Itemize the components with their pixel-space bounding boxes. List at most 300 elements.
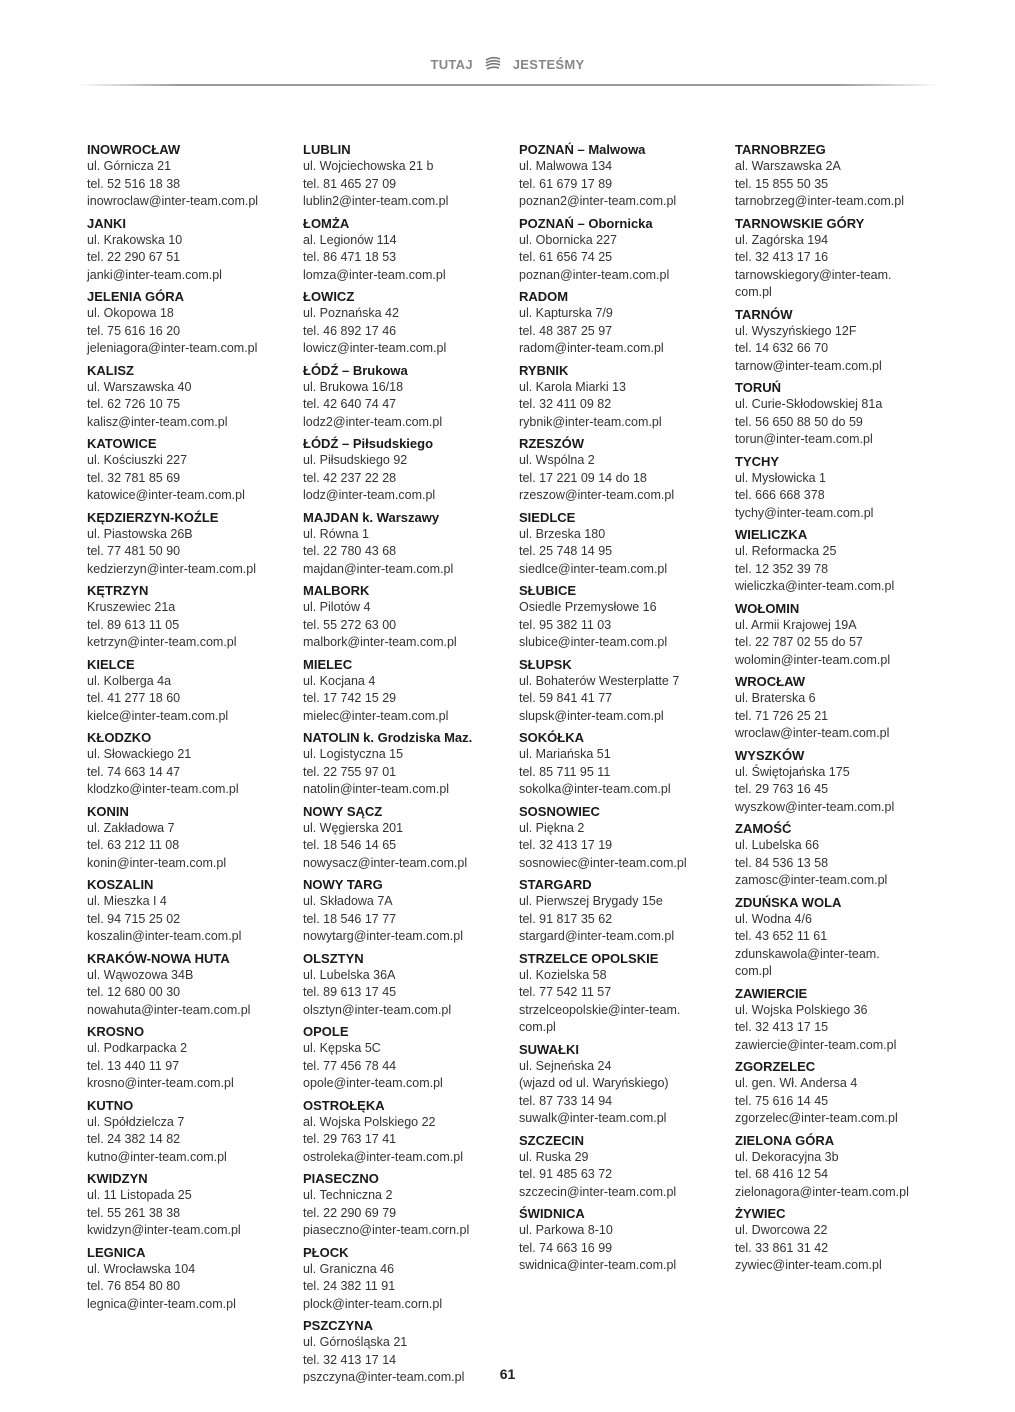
branch-address: ul. Mariańska 51 <box>519 747 611 761</box>
branch-email: nowahuta@inter-team.com.pl <box>87 1002 251 1017</box>
column-3 <box>519 141 729 1279</box>
branch-phone: tel. 22 290 69 79 <box>303 1205 397 1220</box>
branch-phone: tel. 91 485 63 72 <box>519 1167 613 1181</box>
branch-city: ŚWIDNICA <box>519 1206 585 1221</box>
branch-city: KONIN <box>87 803 129 819</box>
branch-phone: tel. 61 679 17 89 <box>519 176 613 191</box>
branch-city: POZNAŃ – Malwowa <box>519 142 646 157</box>
branch-address: ul. Wojska Polskiego 36 <box>735 1002 868 1017</box>
branch-email: janki@inter-team.com.pl <box>87 267 222 282</box>
branch-email: slupsk@inter-team.com.pl <box>519 708 664 723</box>
branch-email: ketrzyn@inter-team.com.pl <box>87 635 237 649</box>
branch-email: mielec@inter-team.com.pl <box>303 708 449 723</box>
branch-entry <box>735 1132 945 1202</box>
branch-email: com.pl <box>735 285 772 299</box>
branch-city: RYBNIK <box>519 362 569 378</box>
branch-address: Kruszewiec 21a <box>87 600 176 614</box>
branch-phone: tel. 85 711 95 11 <box>519 764 611 779</box>
branch-phone: tel. 74 663 14 47 <box>87 764 181 779</box>
branch-entry <box>519 582 729 652</box>
column-1 <box>87 141 297 1317</box>
branch-city: ZAWIERCIE <box>735 985 808 1001</box>
branch-email: szczecin@inter-team.com.pl <box>519 1184 677 1199</box>
branch-entry <box>87 215 297 285</box>
branch-address: ul. Sejneńska 24 <box>519 1058 612 1073</box>
branch-city: WIELICZKA <box>735 527 808 542</box>
branch-entry <box>303 876 513 946</box>
branch-address: ul. Pierwszej Brygady 15e <box>519 894 663 908</box>
branch-email: com.pl <box>519 1020 556 1034</box>
branch-entry <box>735 379 945 449</box>
branch-city: ŁÓDŹ – Brukowa <box>303 362 408 378</box>
branch-phone: tel. 12 680 00 30 <box>87 985 181 999</box>
column-2 <box>303 141 513 1391</box>
branch-city: KWIDZYN <box>87 1171 148 1186</box>
branch-city: KŁODZKO <box>87 730 152 745</box>
branch-city: KUTNO <box>87 1097 134 1113</box>
branch-address: ul. Mieszka I 4 <box>87 894 167 908</box>
branch-email: inowroclaw@inter-team.com.pl <box>87 194 259 208</box>
branch-address: ul. Pilotów 4 <box>303 600 371 614</box>
branch-email: lublin2@inter-team.com.pl <box>303 194 449 208</box>
branch-email: zdunskawola@inter-team. <box>735 946 880 961</box>
branch-email: plock@inter-team.corn.pl <box>303 1296 443 1311</box>
branch-address: ul. Kępska 5C <box>303 1041 381 1055</box>
branch-phone: tel. 55 261 38 38 <box>87 1205 181 1220</box>
branch-email: torun@inter-team.com.pl <box>735 432 873 446</box>
branch-entry <box>303 582 513 652</box>
branch-address: ul. Krakowska 10 <box>87 232 183 247</box>
branch-entry <box>303 1170 513 1240</box>
branch-email: kielce@inter-team.com.pl <box>87 708 229 723</box>
branch-phone: tel. 15 855 50 35 <box>735 176 829 191</box>
branch-city: SOKÓŁKA <box>519 730 584 745</box>
branch-entry <box>735 215 945 302</box>
branch-address: ul. Wąwozowa 34B <box>87 967 194 982</box>
branch-entry <box>519 1205 729 1275</box>
branch-phone: tel. 17 221 09 14 do 18 <box>519 470 647 485</box>
branch-entry <box>87 729 297 799</box>
branch-city: SZCZECIN <box>519 1132 584 1148</box>
branch-phone: tel. 68 416 12 54 <box>735 1167 829 1181</box>
branch-entry <box>519 1041 729 1128</box>
branch-entry <box>303 215 513 285</box>
branch-address: ul. Wyszyńskiego 12F <box>735 323 857 338</box>
branch-city: WOŁOMIN <box>735 600 800 616</box>
branch-city: RZESZÓW <box>519 436 584 451</box>
branch-entry <box>87 509 297 579</box>
branch-phone: tel. 25 748 14 95 <box>519 544 613 558</box>
branch-address: ul. Świętojańska 175 <box>735 764 850 779</box>
branch-address: ul. Poznańska 42 <box>303 306 399 320</box>
branch-email: kalisz@inter-team.com.pl <box>87 414 228 429</box>
branch-email: opole@inter-team.com.pl <box>303 1076 443 1090</box>
branch-entry <box>735 1058 945 1128</box>
branch-entry <box>87 1023 297 1093</box>
branch-email: sokolka@inter-team.com.pl <box>519 782 671 796</box>
branch-address: ul. Wodna 4/6 <box>735 911 812 926</box>
branch-city: ŁOWICZ <box>303 289 355 304</box>
branch-city: KATOWICE <box>87 436 157 451</box>
branch-entry <box>735 985 945 1055</box>
branch-city: INOWROCŁAW <box>87 142 181 157</box>
branch-phone: tel. 32 413 17 14 <box>303 1352 397 1367</box>
branch-email: siedlce@inter-team.com.pl <box>519 561 668 576</box>
branch-city: LEGNICA <box>87 1244 146 1260</box>
branch-entry <box>303 803 513 873</box>
branch-entry <box>87 362 297 432</box>
branch-city: TARNOWSKIE GÓRY <box>735 215 865 231</box>
branch-entry <box>519 803 729 873</box>
branch-entry <box>735 894 945 981</box>
branch-phone: tel. 46 892 17 46 <box>303 323 397 338</box>
branch-city: JANKI <box>87 215 127 231</box>
branch-address: ul. Wspólna 2 <box>519 453 595 467</box>
branch-address: ul. Armii Krajowej 19A <box>735 617 857 632</box>
branch-phone: tel. 89 613 11 05 <box>87 617 180 632</box>
branch-address: ul. Kocjana 4 <box>303 673 376 688</box>
branch-city: TARNÓW <box>735 306 793 322</box>
branch-email: klodzko@inter-team.com.pl <box>87 782 239 796</box>
branch-city: ZIELONA GÓRA <box>735 1132 835 1148</box>
branch-city: ZAMOŚĆ <box>735 821 792 836</box>
branch-email: radom@inter-team.com.pl <box>519 341 664 355</box>
branch-phone: tel. 87 733 14 94 <box>519 1093 613 1108</box>
branch-phone: tel. 18 546 17 77 <box>303 911 397 926</box>
branch-email: legnica@inter-team.com.pl <box>87 1296 236 1311</box>
branch-address: ul. Słowackiego 21 <box>87 747 192 761</box>
branch-city: NOWY SĄCZ <box>303 803 383 819</box>
branch-address: ul. Zagórska 194 <box>735 232 829 247</box>
branch-address: ul. Obornicka 227 <box>519 232 617 247</box>
branch-phone: tel. 13 440 11 97 <box>87 1058 180 1073</box>
branch-city: MALBORK <box>303 583 370 598</box>
branch-email: jeleniagora@inter-team.com.pl <box>87 341 258 355</box>
branch-address: ul. Kozielska 58 <box>519 967 607 982</box>
branch-email: lomza@inter-team.com.pl <box>303 267 446 282</box>
branch-email: swidnica@inter-team.com.pl <box>519 1258 677 1272</box>
branch-address: ul. Węgierska 201 <box>303 820 404 835</box>
branch-phone: tel. 33 861 31 42 <box>735 1240 829 1255</box>
branch-address: ul. Parkowa 8-10 <box>519 1223 613 1237</box>
branch-address: ul. Dworcowa 22 <box>735 1223 828 1237</box>
branch-entry <box>87 435 297 505</box>
branch-city: MAJDAN k. Warszawy <box>303 509 440 525</box>
branch-phone: tel. 22 755 97 01 <box>303 764 397 779</box>
branch-phone: tel. 77 542 11 57 <box>519 985 612 999</box>
branch-phone: tel. 89 613 17 45 <box>303 985 397 999</box>
branch-city: WROCŁAW <box>735 674 806 689</box>
branch-city: NOWY TARG <box>303 877 383 892</box>
branch-email: suwalk@inter-team.com.pl <box>519 1111 667 1125</box>
branch-email: kwidzyn@inter-team.com.pl <box>87 1223 241 1237</box>
branch-city: KROSNO <box>87 1024 145 1039</box>
branch-address: ul. Piękna 2 <box>519 820 585 835</box>
branch-email: strzelceopolskie@inter-team. <box>519 1002 681 1017</box>
branch-entry <box>303 288 513 358</box>
branch-phone: tel. 52 516 18 38 <box>87 176 181 191</box>
branch-city: SUWAŁKI <box>519 1041 579 1057</box>
branch-phone: tel. 42 640 74 47 <box>303 397 397 411</box>
branch-city: KOSZALIN <box>87 877 154 892</box>
branch-email: malbork@inter-team.com.pl <box>303 635 457 649</box>
branch-city: OLSZTYN <box>303 950 364 966</box>
branch-email: wyszkow@inter-team.com.pl <box>735 799 895 814</box>
branch-city: JELENIA GÓRA <box>87 289 185 304</box>
branch-address: al. Legionów 114 <box>303 232 397 247</box>
branch-entry <box>519 435 729 505</box>
branch-email: ostroleka@inter-team.com.pl <box>303 1149 463 1164</box>
branch-address: ul. Wojciechowska 21 b <box>303 159 434 173</box>
page-number: 61 <box>499 1366 516 1382</box>
branch-email: zielonagora@inter-team.com.pl <box>735 1184 909 1199</box>
branch-city: KALISZ <box>87 362 134 378</box>
branch-entry <box>87 950 297 1020</box>
branch-entry <box>87 1170 297 1240</box>
branch-city: OSTROŁĘKA <box>303 1097 385 1113</box>
branch-phone: tel. 32 411 09 82 <box>519 397 612 411</box>
branch-city: TYCHY <box>735 453 780 469</box>
branch-entry <box>519 509 729 579</box>
branch-phone: tel. 29 763 17 41 <box>303 1132 397 1146</box>
branch-phone: tel. 62 726 10 75 <box>87 397 181 411</box>
branch-phone: tel. 63 212 11 08 <box>87 838 180 852</box>
branch-address: ul. Podkarpacka 2 <box>87 1041 188 1055</box>
branch-address: ul. Graniczna 46 <box>303 1261 395 1276</box>
branch-entry <box>303 141 513 211</box>
branch-entry <box>519 729 729 799</box>
branch-entry <box>87 803 297 873</box>
branch-city: STARGARD <box>519 877 592 892</box>
branch-address: ul. Spółdzielcza 7 <box>87 1114 185 1129</box>
branch-phone: tel. 74 663 16 99 <box>519 1240 613 1255</box>
branch-phone: tel. 41 277 18 60 <box>87 691 181 705</box>
branch-phone: tel. 75 616 16 20 <box>87 323 181 338</box>
branch-email: wroclaw@inter-team.com.pl <box>735 726 890 740</box>
branch-email: rybnik@inter-team.com.pl <box>519 414 662 429</box>
header-left-text: TUTAJ <box>430 57 473 73</box>
branch-entry <box>519 1132 729 1202</box>
branch-entry <box>735 1205 945 1275</box>
branch-address: ul. Równa 1 <box>303 526 370 541</box>
branch-address: Osiedle Przemysłowe 16 <box>519 600 657 614</box>
branch-city: TARNOBRZEG <box>735 142 826 157</box>
branch-entry <box>303 729 513 799</box>
branch-phone: tel. 22 780 43 68 <box>303 544 397 558</box>
branch-phone: tel. 61 656 74 25 <box>519 250 613 264</box>
branch-phone: tel. 86 471 18 53 <box>303 250 397 264</box>
branch-phone: tel. 24 382 11 91 <box>303 1279 396 1293</box>
page-header <box>0 56 1015 78</box>
branch-city: ŁOMŻA <box>303 215 350 231</box>
branch-email: rzeszow@inter-team.com.pl <box>519 488 675 502</box>
branch-address: ul. Górnośląska 21 <box>303 1335 408 1349</box>
branch-city: SIEDLCE <box>519 509 576 525</box>
branch-city: KIELCE <box>87 656 135 672</box>
branch-entry <box>735 600 945 670</box>
branch-email: wieliczka@inter-team.com.pl <box>735 579 895 593</box>
branch-address: ul. Kolberga 4a <box>87 673 172 688</box>
branch-phone: tel. 59 841 41 77 <box>519 691 613 705</box>
branch-address: ul. Kapturska 7/9 <box>519 306 613 320</box>
branch-phone: tel. 22 787 02 55 do 57 <box>735 635 863 649</box>
branch-phone: tel. 43 652 11 61 <box>735 929 828 943</box>
branch-email: lodz@inter-team.com.pl <box>303 488 436 502</box>
branch-email: tarnow@inter-team.com.pl <box>735 358 882 373</box>
inter-team-logo-icon <box>485 56 501 73</box>
branch-address: al. Wojska Polskiego 22 <box>303 1114 436 1129</box>
branch-address: ul. Karola Miarki 13 <box>519 379 626 394</box>
branch-address: ul. Logistyczna 15 <box>303 747 404 761</box>
branch-city: NATOLIN k. Grodziska Maz. <box>303 730 473 745</box>
branch-email: tarnobrzeg@inter-team.com.pl <box>735 194 905 208</box>
branch-email: konin@inter-team.com.pl <box>87 855 227 870</box>
branch-entry <box>87 1097 297 1167</box>
branch-entry <box>303 1023 513 1093</box>
branch-email: piaseczno@inter-team.corn.pl <box>303 1223 470 1237</box>
branch-address: ul. gen. Wł. Andersa 4 <box>735 1076 858 1090</box>
branch-address: ul. Lubelska 66 <box>735 838 820 852</box>
branch-address: ul. Dekoracyjna 3b <box>735 1149 839 1164</box>
branch-email: kedzierzyn@inter-team.com.pl <box>87 561 256 576</box>
branch-address: ul. Bohaterów Westerplatte 7 <box>519 673 680 688</box>
branch-entry <box>735 526 945 596</box>
branch-entry <box>87 288 297 358</box>
branch-email: poznan2@inter-team.com.pl <box>519 194 677 208</box>
branch-entry <box>87 656 297 726</box>
branch-address: ul. Mysłowicka 1 <box>735 470 826 485</box>
branch-entry <box>519 876 729 946</box>
branch-city: OPOLE <box>303 1024 349 1039</box>
branch-phone: tel. 48 387 25 97 <box>519 323 613 338</box>
branch-city: MIELEC <box>303 656 353 672</box>
branch-email: zywiec@inter-team.com.pl <box>735 1258 882 1272</box>
branch-email: tarnowskiegory@inter-team. <box>735 267 892 282</box>
branch-city: STRZELCE OPOLSKIE <box>519 950 659 966</box>
branch-phone: tel. 55 272 63 00 <box>303 617 397 632</box>
branch-phone: tel. 71 726 25 21 <box>735 708 829 723</box>
header-right-text: JESTEŚMY <box>512 57 585 73</box>
branch-city: SŁUBICE <box>519 583 577 598</box>
branch-address: ul. Reformacka 25 <box>735 544 837 558</box>
branch-phone: tel. 666 668 378 <box>735 488 825 502</box>
branch-email: natolin@inter-team.com.pl <box>303 782 450 796</box>
branch-entry <box>735 820 945 890</box>
branch-entry <box>735 673 945 743</box>
branch-entry <box>303 950 513 1020</box>
branch-entry <box>303 1097 513 1167</box>
branch-address: ul. Techniczna 2 <box>303 1188 393 1202</box>
branch-phone: tel. 12 352 39 78 <box>735 561 829 576</box>
branch-city: PSZCZYNA <box>303 1318 374 1333</box>
branch-entry <box>87 141 297 211</box>
branch-email: slubice@inter-team.com.pl <box>519 635 668 649</box>
branch-email: zgorzelec@inter-team.com.pl <box>735 1111 898 1125</box>
branch-address: al. Warszawska 2A <box>735 159 841 173</box>
branch-address: ul. Górnicza 21 <box>87 159 172 173</box>
branch-entry <box>519 362 729 432</box>
branch-entry <box>303 656 513 726</box>
branch-city: ŻYWIEC <box>735 1206 786 1221</box>
branch-email: kutno@inter-team.com.pl <box>87 1149 227 1164</box>
branch-phone: tel. 56 650 88 50 do 59 <box>735 414 863 429</box>
branch-phone: tel. 94 715 25 02 <box>87 911 181 926</box>
branch-entry <box>87 582 297 652</box>
branch-city: POZNAŃ – Obornicka <box>519 215 653 231</box>
branch-address: ul. Okopowa 18 <box>87 306 174 320</box>
branch-phone: tel. 32 413 17 16 <box>735 250 829 264</box>
branch-entry <box>87 876 297 946</box>
branch-city: KĘDZIERZYN-KOŹLE <box>87 509 219 525</box>
branch-entry <box>735 141 945 211</box>
branch-phone: tel. 77 481 50 90 <box>87 544 181 558</box>
branch-email: stargard@inter-team.com.pl <box>519 929 675 943</box>
branch-phone: tel. 18 546 14 65 <box>303 838 397 852</box>
branch-phone: tel. 77 456 78 44 <box>303 1058 397 1073</box>
branch-phone: tel. 32 413 17 15 <box>735 1020 829 1034</box>
branch-address: ul. Malwowa 134 <box>519 159 613 173</box>
branch-city: PIASECZNO <box>303 1171 379 1186</box>
branch-city: RADOM <box>519 289 569 304</box>
branch-phone: tel. 22 290 67 51 <box>87 250 181 264</box>
branch-phone: tel. 17 742 15 29 <box>303 691 397 705</box>
branch-email: zamosc@inter-team.com.pl <box>735 873 888 887</box>
branch-email: tychy@inter-team.com.pl <box>735 505 874 520</box>
branch-email: koszalin@inter-team.com.pl <box>87 929 242 943</box>
branch-city: ŁÓDŹ – Piłsudskiego <box>303 436 434 451</box>
branch-email: wolomin@inter-team.com.pl <box>735 652 891 667</box>
branch-phone: tel. 91 817 35 62 <box>519 911 613 926</box>
branch-city: WYSZKÓW <box>735 747 805 763</box>
branch-city: KĘTRZYN <box>87 583 149 598</box>
branch-entry <box>519 656 729 726</box>
branch-email: nowytarg@inter-team.com.pl <box>303 929 463 943</box>
branch-address: ul. Brukowa 16/18 <box>303 379 404 394</box>
branch-address: ul. Warszawska 40 <box>87 379 192 394</box>
branch-email: zawiercie@inter-team.com.pl <box>735 1037 897 1052</box>
branch-address: ul. Zakładowa 7 <box>87 820 175 835</box>
branch-entry <box>519 215 729 285</box>
branch-address: ul. Curie-Skłodowskiej 81a <box>735 397 883 411</box>
branch-address: ul. Piłsudskiego 92 <box>303 453 408 467</box>
branch-city: LUBLIN <box>303 142 351 157</box>
branch-phone: tel. 32 781 85 69 <box>87 470 181 485</box>
branch-phone: tel. 29 763 16 45 <box>735 782 829 796</box>
branch-phone: tel. 84 536 13 58 <box>735 855 829 870</box>
branch-entry <box>519 288 729 358</box>
branch-address: ul. Piastowska 26B <box>87 526 193 541</box>
branch-email: sosnowiec@inter-team.com.pl <box>519 855 687 870</box>
branch-email: com.pl <box>735 964 772 978</box>
branch-phone: tel. 81 465 27 09 <box>303 176 397 191</box>
branch-address: ul. Braterska 6 <box>735 691 816 705</box>
branch-phone: tel. 32 413 17 19 <box>519 838 613 852</box>
branch-city: SOSNOWIEC <box>519 803 600 819</box>
branch-address: ul. Ruska 29 <box>519 1149 589 1164</box>
branch-email: lodz2@inter-team.com.pl <box>303 414 443 429</box>
branch-entry <box>303 435 513 505</box>
branch-phone: tel. 14 632 66 70 <box>735 341 829 355</box>
branch-email: krosno@inter-team.com.pl <box>87 1076 234 1090</box>
branch-address: (wjazd od ul. Waryńskiego) <box>519 1076 669 1090</box>
branch-entry <box>735 747 945 817</box>
branch-entry <box>519 141 729 211</box>
branch-email: katowice@inter-team.com.pl <box>87 488 245 502</box>
branch-entry <box>303 362 513 432</box>
branch-address: ul. Lubelska 36A <box>303 967 396 982</box>
branch-city: KRAKÓW-NOWA HUTA <box>87 950 230 966</box>
header-divider <box>76 84 940 86</box>
